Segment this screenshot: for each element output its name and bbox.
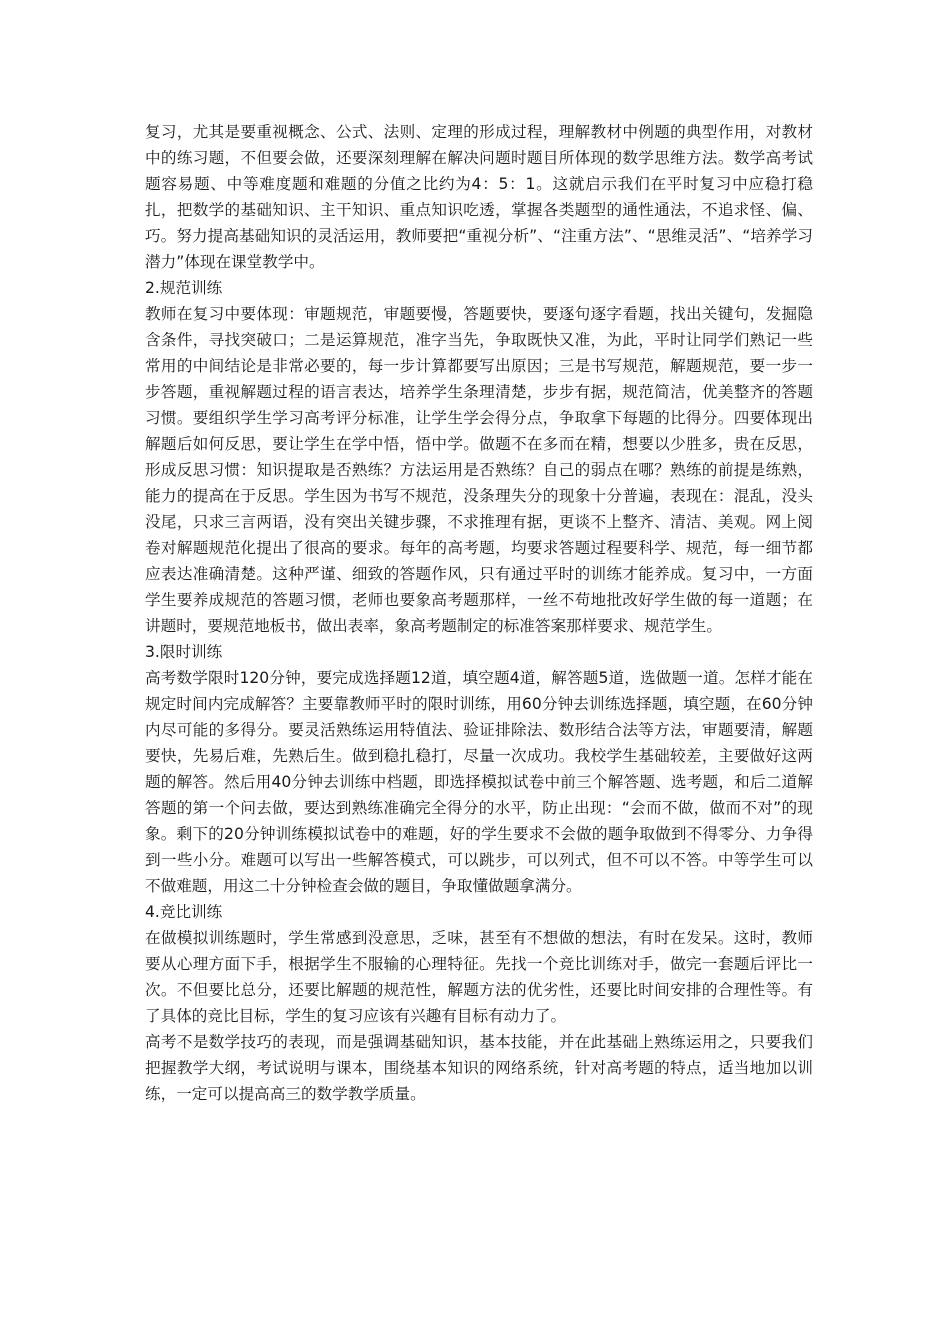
- paragraph-timed-training: 高考数学限时120分钟，要完成选择题12道，填空题4道，解答题5道，选做题一道。怎样才能在规定时间内完成解答？主要靠教师平时的限时训练，用60分钟去训练选择题，填空题，在60分钟内尽可能的多得分。要灵活熟练运用特值法、验证排除法、数形结合法等方法，审题要清，解题要快，先易后难，先熟后生。做到稳扎稳打，尽量一次成功。我校学生基础较差，主要做好这两题的解答。然后用40分钟去训练中档题，即选择模拟试卷中前三个解答题、选考题，和后二道解答题的第一个问去做，要达到熟练准确完全得分的水平，防止出现：“会而不做，做而不对”的现象。剩下的20分钟训练模拟试卷中的难题，好的学生要求不会做的题争取做到不得零分、力争得到一些小分。难题可以写出一些解答模式，可以跳步，可以列式，但不可以不答。中等学生可以不做难题，用这二十分钟检查会做的题目，争取懂做题拿满分。: [145, 669, 813, 895]
- section-heading-standard-training: 2.规范训练: [145, 279, 223, 297]
- section-heading-timed-training: 3.限时训练: [145, 643, 223, 661]
- paragraph-competition-training: 在做模拟训练题时，学生常感到没意思，乏味，甚至有不想做的想法，有时在发呆。这时，教师要从心理方面下手，根据学生不服输的心理特征。先找一个竞比训练对手，做完一套题后评比一次。不但要比总分，还要比解题的规范性，解题方法的优劣性，还要比时间安排的合理性等。有了具体的竞比目标，学生的复习应该有兴趣有目标有动力了。: [145, 929, 813, 1025]
- document-body: [145, 119, 813, 1107]
- paragraph-conclusion: 高考不是数学技巧的表现，而是强调基础知识，基本技能，并在此基础上熟练运用之，只要我们把握教学大纲，考试说明与课本，围绕基本知识的网络系统，针对高考题的特点，适当地加以训练，一定可以提高高三的数学教学质量。: [145, 1033, 813, 1103]
- paragraph-review-basics: 复习，尤其是要重视概念、公式、法则、定理的形成过程，理解教材中例题的典型作用，对教材中的练习题，不但要会做，还要深刻理解在解决问题时题目所体现的数学思维方法。数学高考试题容易题、中等难度题和难题的分值之比约为4：5：1。这就启示我们在平时复习中应稳打稳扎，把数学的基础知识、主干知识、重点知识吃透，掌握各类题型的通性通法，不追求怪、偏、巧。努力提高基础知识的灵活运用，教师要把“重视分析”、“注重方法”、“思维灵活”、“培养学习潜力”体现在课堂教学中。: [145, 123, 813, 271]
- paragraph-standard-training: 教师在复习中要体现：审题规范，审题要慢，答题要快，要逐句逐字看题，找出关键句，发掘隐含条件，寻找突破口；二是运算规范，准字当先，争取既快又准，为此，平时让同学们熟记一些常用的中间结论是非常必要的，每一步计算都要写出原因；三是书写规范，解题规范，要一步一步答题，重视解题过程的语言表达，培养学生条理清楚，步步有据，规范简洁，优美整齐的答题习惯。要组织学生学习高考评分标准，让学生学会得分点，争取拿下每题的比得分。四要体现出解题后如何反思，要让学生在学中悟，悟中学。做题不在多而在精，想要以少胜多，贵在反思，形成反思习惯：知识提取是否熟练？方法运用是否熟练？自己的弱点在哪？熟练的前提是练熟，能力的提高在于反思。学生因为书写不规范，没条理失分的现象十分普遍，表现在：混乱，没头没尾，只求三言两语，没有突出关键步骤，不求推理有据，更谈不上整齐、清洁、美观。网上阅卷对解题规范化提出了很高的要求。每年的高考题，均要求答题过程要科学、规范，每一细节都应表达准确清楚。这种严谨、细致的答题作风，只有通过平时的训练才能养成。复习中，一方面学生要养成规范的答题习惯，老师也要象高考题那样，一丝不苟地批改好学生做的每一道题；在讲题时，要规范地板书，做出表率，象高考题制定的标准答案那样要求、规范学生。: [145, 305, 813, 635]
- section-heading-competition-training: 4.竞比训练: [145, 903, 223, 921]
